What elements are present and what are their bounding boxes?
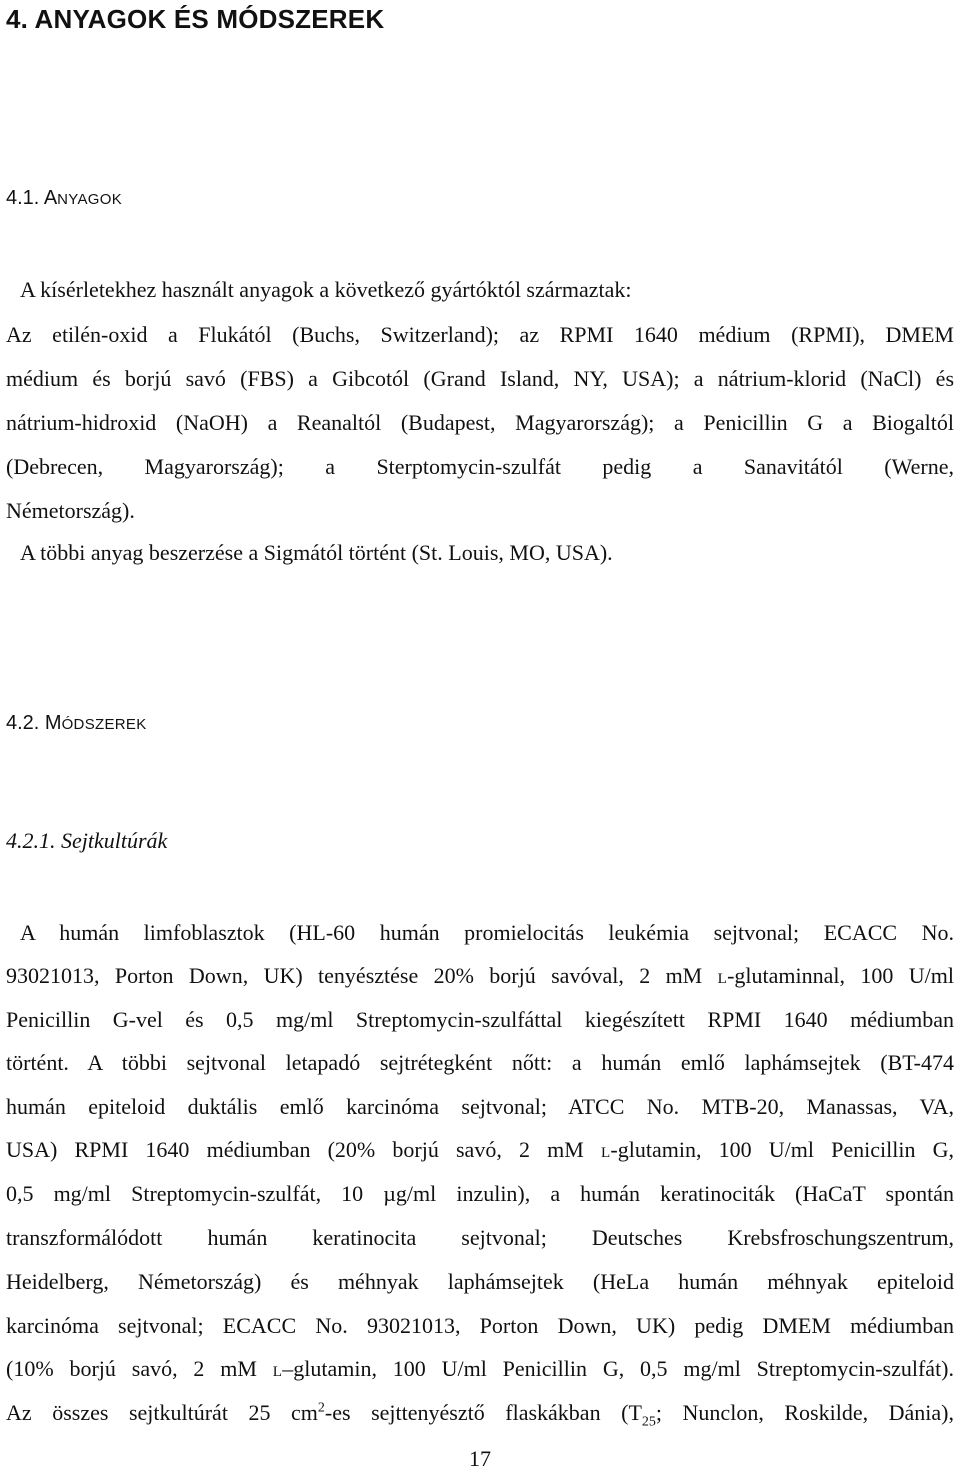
section-heading-4-2 — [6, 710, 954, 738]
page-number: 17 — [469, 1446, 491, 1471]
section-heading-4-1 — [6, 185, 954, 213]
paragraph-line: történt. A többi sejtvonal letapadó sejtrétegként nőtt: a humán emlő laphámsejtek (BT-474 — [6, 1050, 954, 1075]
paragraph-line: 0,5 mg/ml Streptomycin-szulfát, 10 µg/ml inzulin), a humán keratinociták (HaCaT spontán — [6, 1181, 954, 1206]
paragraph-line: Az összes sejtkultúrát 25 $cm^2-es$ sejttenyésztő flaskákban ($T_{25}$; Nunclon, Roskilde, Dánia), — [6, 1400, 954, 1430]
paragraph-line: (Debrecen, Magyarország); a Sterptomycin-szulfát pedig a Sanavitától (Werne, — [6, 454, 954, 479]
section-title-initial: A — [43, 187, 58, 209]
chapter-title: 4. ANYAGOK ÉS MÓDSZEREK — [6, 4, 385, 34]
subsection-heading-4-2-1: 4.2.1. Sejtkultúrák — [6, 828, 168, 853]
paragraph-line: (10% borjú savó, 2 mM L–glutamin, 100 U/ml Penicillin G, 0,5 mg/ml Streptomycin-szulfát). — [6, 1356, 955, 1381]
paragraph-line: A kísérletekhez használt anyagok a következő gyártóktól származtak: — [20, 277, 632, 302]
paragraph-line: humán epiteloid duktális emlő karcinóma sejtvonal; ATCC No. MTB-20, Manassas, VA, — [6, 1094, 954, 1119]
section-number: 4.1. — [6, 187, 44, 209]
paragraph-line: Penicillin G-vel és 0,5 mg/ml Streptomycin-szulfáttal kiegészített RPMI 1640 médiumban — [6, 1007, 954, 1032]
section-number: 4.2. — [6, 712, 45, 734]
paragraph-line: USA) RPMI 1640 médiumban (20% borjú savó, 2 mM L-glutamin, 100 U/ml Penicillin G, — [6, 1137, 955, 1162]
paragraph-line: transzformálódott humán keratinocita sejtvonal; Deutsches Krebsfroschungszentrum, — [6, 1225, 954, 1250]
paragraph-line: A többi anyag beszerzése a Sigmától történt (St. Louis, MO, USA). — [20, 540, 613, 565]
paragraph-line: 93021013, Porton Down, UK) tenyésztése 20% borjú savóval, 2 mM L-glutaminnal, 100 U/ml — [6, 963, 954, 988]
paragraph-line: A humán limfoblasztok (HL-60 humán promielocitás leukémia sejtvonal; ECACC No. — [20, 920, 954, 945]
section-title-rest: ÓDSZEREK — [61, 716, 147, 733]
paragraph-line: Németország). — [6, 498, 135, 523]
section-title-initial: M — [44, 712, 62, 734]
paragraph-line: karcinóma sejtvonal; ECACC No. 93021013, Porton Down, UK) pedig DMEM médiumban — [6, 1313, 954, 1338]
paragraph-line: Heidelberg, Németország) és méhnyak laphámsejtek (HeLa humán méhnyak epiteloid — [6, 1269, 954, 1294]
paragraph-line: nátrium-hidroxid (NaOH) a Reanaltól (Budapest, Magyarország); a Penicillin G a Biogaltól — [6, 410, 954, 435]
paragraph-line: médium és borjú savó (FBS) a Gibcotól (Grand Island, NY, USA); a nátrium-klorid (NaCl) és — [6, 366, 954, 391]
paragraph-line: Az etilén-oxid a Flukától (Buchs, Switzerland); az RPMI 1640 médium (RPMI), DMEM — [6, 322, 954, 347]
section-title-rest: NYAGOK — [57, 191, 123, 208]
